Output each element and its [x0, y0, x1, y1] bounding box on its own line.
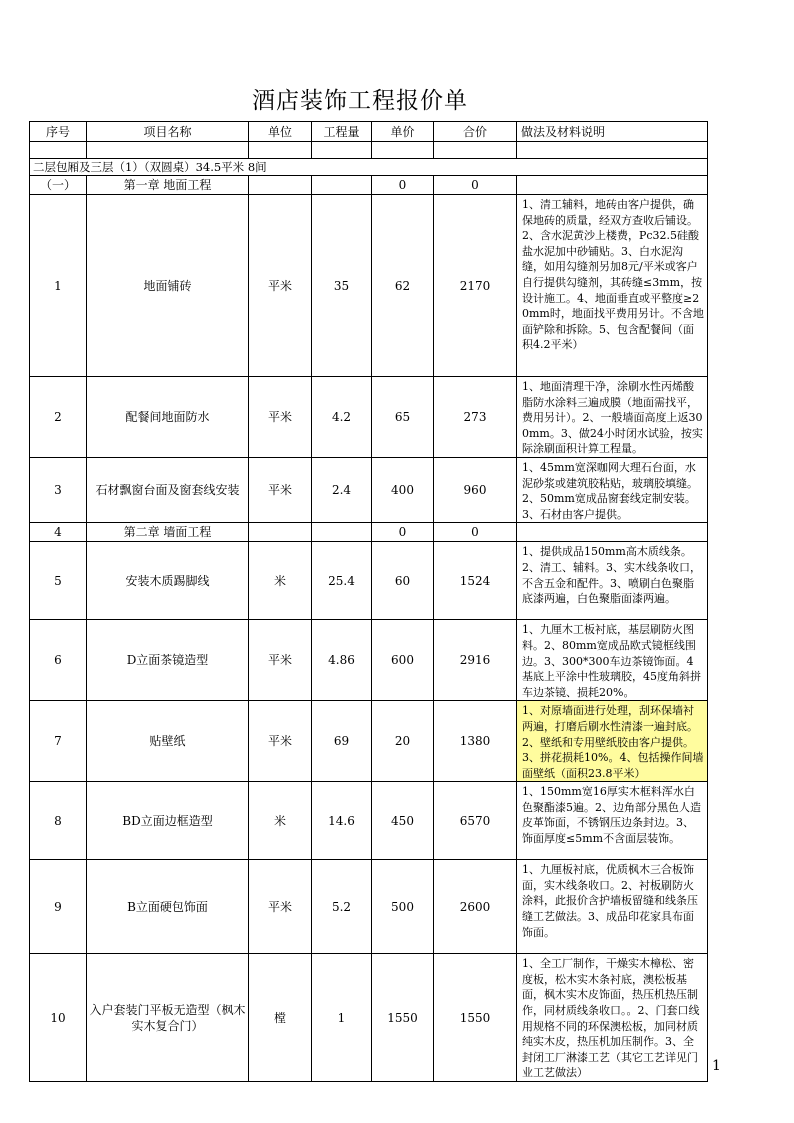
cell-unit: 平米: [249, 620, 312, 701]
section-row: [30, 159, 708, 176]
cell-name: 入户套装门平板无造型（枫木实木复合门）: [87, 954, 249, 1082]
cell-price: 65: [372, 377, 434, 458]
cell-price: 20: [372, 701, 434, 782]
cell-name: 地面铺砖: [87, 195, 249, 377]
table-row: [30, 620, 708, 701]
blank-cell: [249, 142, 312, 159]
page-number: 1: [712, 1058, 721, 1074]
table-row: [30, 954, 708, 1082]
cell-desc: 1、九厘板衬底，优质枫木三合板饰面，实木线条收口。2、衬板刷防火涂料，此报价含护墙板留缝和线条压缝工艺做法。3、成品印花家具布面饰面。: [517, 860, 708, 954]
chapter-row: [30, 176, 708, 195]
cell-no: 8: [30, 782, 87, 860]
chapter-row: [30, 523, 708, 542]
header-desc: 做法及材料说明: [517, 122, 708, 142]
header-total: 合价: [434, 122, 517, 142]
header-price: 单价: [372, 122, 434, 142]
cell-total: 2170: [434, 195, 517, 377]
header-name: 项目名称: [87, 122, 249, 142]
blank-cell: [517, 142, 708, 159]
table-header-row: [30, 122, 708, 142]
header-no: 序号: [30, 122, 87, 142]
cell-desc: 1、清工辅料，地砖由客户提供，确保地砖的质量，经双方查收后铺设。2、含水泥黄沙上楼费，Pc32.5硅酸盐水泥加中砂铺贴。3、白水泥沟缝，如用勾缝剂另加8元/平米或客户自行提供勾缝剂，其砖缝≤3mm，按设计施工。4、地面垂直或平整度≥20mm时，地面找平费用另计。不含地面铲除和拆除。5、包含配餐间（面积4.2平米）: [517, 195, 708, 377]
cell-desc: 1、提供成品150mm高木质线条。2、清工、辅料。3、实木线条收口，不含五金和配件。3、喷刷白色聚脂底漆两遍，白色聚脂面漆两遍。: [517, 542, 708, 620]
cell-qty: 1: [312, 954, 372, 1082]
empty-cell: [312, 523, 372, 542]
cell-unit: 米: [249, 782, 312, 860]
blank-cell: [30, 142, 87, 159]
cell-total: 1524: [434, 542, 517, 620]
chapter-name: 第一章 地面工程: [87, 176, 249, 195]
cell-no: 5: [30, 542, 87, 620]
cell-qty: 14.6: [312, 782, 372, 860]
cell-name: D立面茶镜造型: [87, 620, 249, 701]
header-qty: 工程量: [312, 122, 372, 142]
cell-no: 10: [30, 954, 87, 1082]
cell-price: 600: [372, 620, 434, 701]
cell-no: 9: [30, 860, 87, 954]
section-title: 二层包厢及三层（1）（双圆桌）34.5平米 8间: [30, 159, 708, 176]
cell-name: 配餐间地面防水: [87, 377, 249, 458]
cell-name: 贴壁纸: [87, 701, 249, 782]
cell-desc: 1、45mm宽深咖网大理石台面，水泥砂浆或建筑胶粘贴，玻璃胶填缝。2、50mm宽成品窗套线定制安装。3、石材由客户提供。: [517, 457, 708, 522]
blank-cell: [434, 142, 517, 159]
cell-price: 500: [372, 860, 434, 954]
cell-unit: 平米: [249, 377, 312, 458]
empty-cell: [249, 523, 312, 542]
empty-cell: [249, 176, 312, 195]
table-row: [30, 860, 708, 954]
cell-unit: 平米: [249, 195, 312, 377]
cell-qty: 25.4: [312, 542, 372, 620]
cell-unit: 米: [249, 542, 312, 620]
cell-total: 960: [434, 457, 517, 522]
cell-qty: 4.86: [312, 620, 372, 701]
empty-cell: [517, 523, 708, 542]
cell-name: B立面硬包饰面: [87, 860, 249, 954]
blank-cell: [372, 142, 434, 159]
cell-name: 石材飘窗台面及窗套线安装: [87, 457, 249, 522]
table-row: [30, 542, 708, 620]
blank-cell: [87, 142, 249, 159]
cell-no: 2: [30, 377, 87, 458]
quotation-table: [29, 121, 708, 1082]
cell-desc: 1、全工厂制作，干燥实木樟松、密度板，松木实木条衬底，澳松板基面，枫木实木皮饰面，热压机热压制作，同材质线条收口。。2、门套口线用规格不同的环保澳松板，加同材质纯实木皮，热压机加压制作。3、全封闭工厂淋漆工艺（其它工艺详见门业工艺做法）: [517, 954, 708, 1082]
cell-total: 2600: [434, 860, 517, 954]
cell-no: 3: [30, 457, 87, 522]
cell-desc: 1、地面清理干净，涂刷水性丙烯酸脂防水涂料三遍成膜（地面需找平，费用另计）。2、一般墙面高度上返300mm。3、做24小时闭水试验，按实际涂刷面积计算工程量。: [517, 377, 708, 458]
page-title: 酒店装饰工程报价单: [252, 88, 468, 114]
cell-total: 2916: [434, 620, 517, 701]
cell-no: 6: [30, 620, 87, 701]
empty-cell: [517, 176, 708, 195]
cell-qty: 4.2: [312, 377, 372, 458]
cell-unit: 平米: [249, 860, 312, 954]
cell-total: 1380: [434, 701, 517, 782]
cell-price: 1550: [372, 954, 434, 1082]
chapter-total: 0: [434, 523, 517, 542]
table-row: [30, 701, 708, 782]
cell-desc: 1、150mm宽16厚实木框料浑水白色聚酯漆5遍。2、边角部分黑色人造皮革饰面，不锈钢压边条封边。3、饰面厚度≤5mm不含面层装饰。: [517, 782, 708, 860]
cell-unit: 平米: [249, 457, 312, 522]
cell-qty: 5.2: [312, 860, 372, 954]
cell-total: 1550: [434, 954, 517, 1082]
table-row: [30, 195, 708, 377]
cell-name: BD立面边框造型: [87, 782, 249, 860]
cell-name: 安装木质踢脚线: [87, 542, 249, 620]
header-unit: 单位: [249, 122, 312, 142]
table-row: [30, 782, 708, 860]
blank-cell: [312, 142, 372, 159]
cell-desc-highlighted: 1、对原墙面进行处理，刮环保墙衬两遍，打磨后刷水性清漆一遍封底。2、壁纸和专用壁纸胶由客户提供。3、拼花损耗10%。4、包括操作间墙面壁纸（面积23.8平米）: [517, 701, 708, 782]
cell-qty: 69: [312, 701, 372, 782]
table-row: [30, 457, 708, 522]
table-row: [30, 377, 708, 458]
cell-price: 60: [372, 542, 434, 620]
chapter-total: 0: [434, 176, 517, 195]
cell-unit: 樘: [249, 954, 312, 1082]
cell-qty: 35: [312, 195, 372, 377]
blank-row: [30, 142, 708, 159]
cell-qty: 2.4: [312, 457, 372, 522]
cell-price: 400: [372, 457, 434, 522]
cell-total: 6570: [434, 782, 517, 860]
cell-price: 62: [372, 195, 434, 377]
cell-price: 450: [372, 782, 434, 860]
cell-no: 1: [30, 195, 87, 377]
cell-unit: 平米: [249, 701, 312, 782]
chapter-no: 4: [30, 523, 87, 542]
chapter-name: 第二章 墙面工程: [87, 523, 249, 542]
chapter-price: 0: [372, 176, 434, 195]
chapter-price: 0: [372, 523, 434, 542]
empty-cell: [312, 176, 372, 195]
chapter-no: （一）: [30, 176, 87, 195]
cell-total: 273: [434, 377, 517, 458]
cell-desc: 1、九厘木工板衬底，基层刷防火图料。2、80mm宽成品欧式镜框线围边。3、300*300车边茶镜饰面。4基底上平涂中性玻璃胶，45度角斜拼车边茶镜、损耗20%。: [517, 620, 708, 701]
cell-no: 7: [30, 701, 87, 782]
